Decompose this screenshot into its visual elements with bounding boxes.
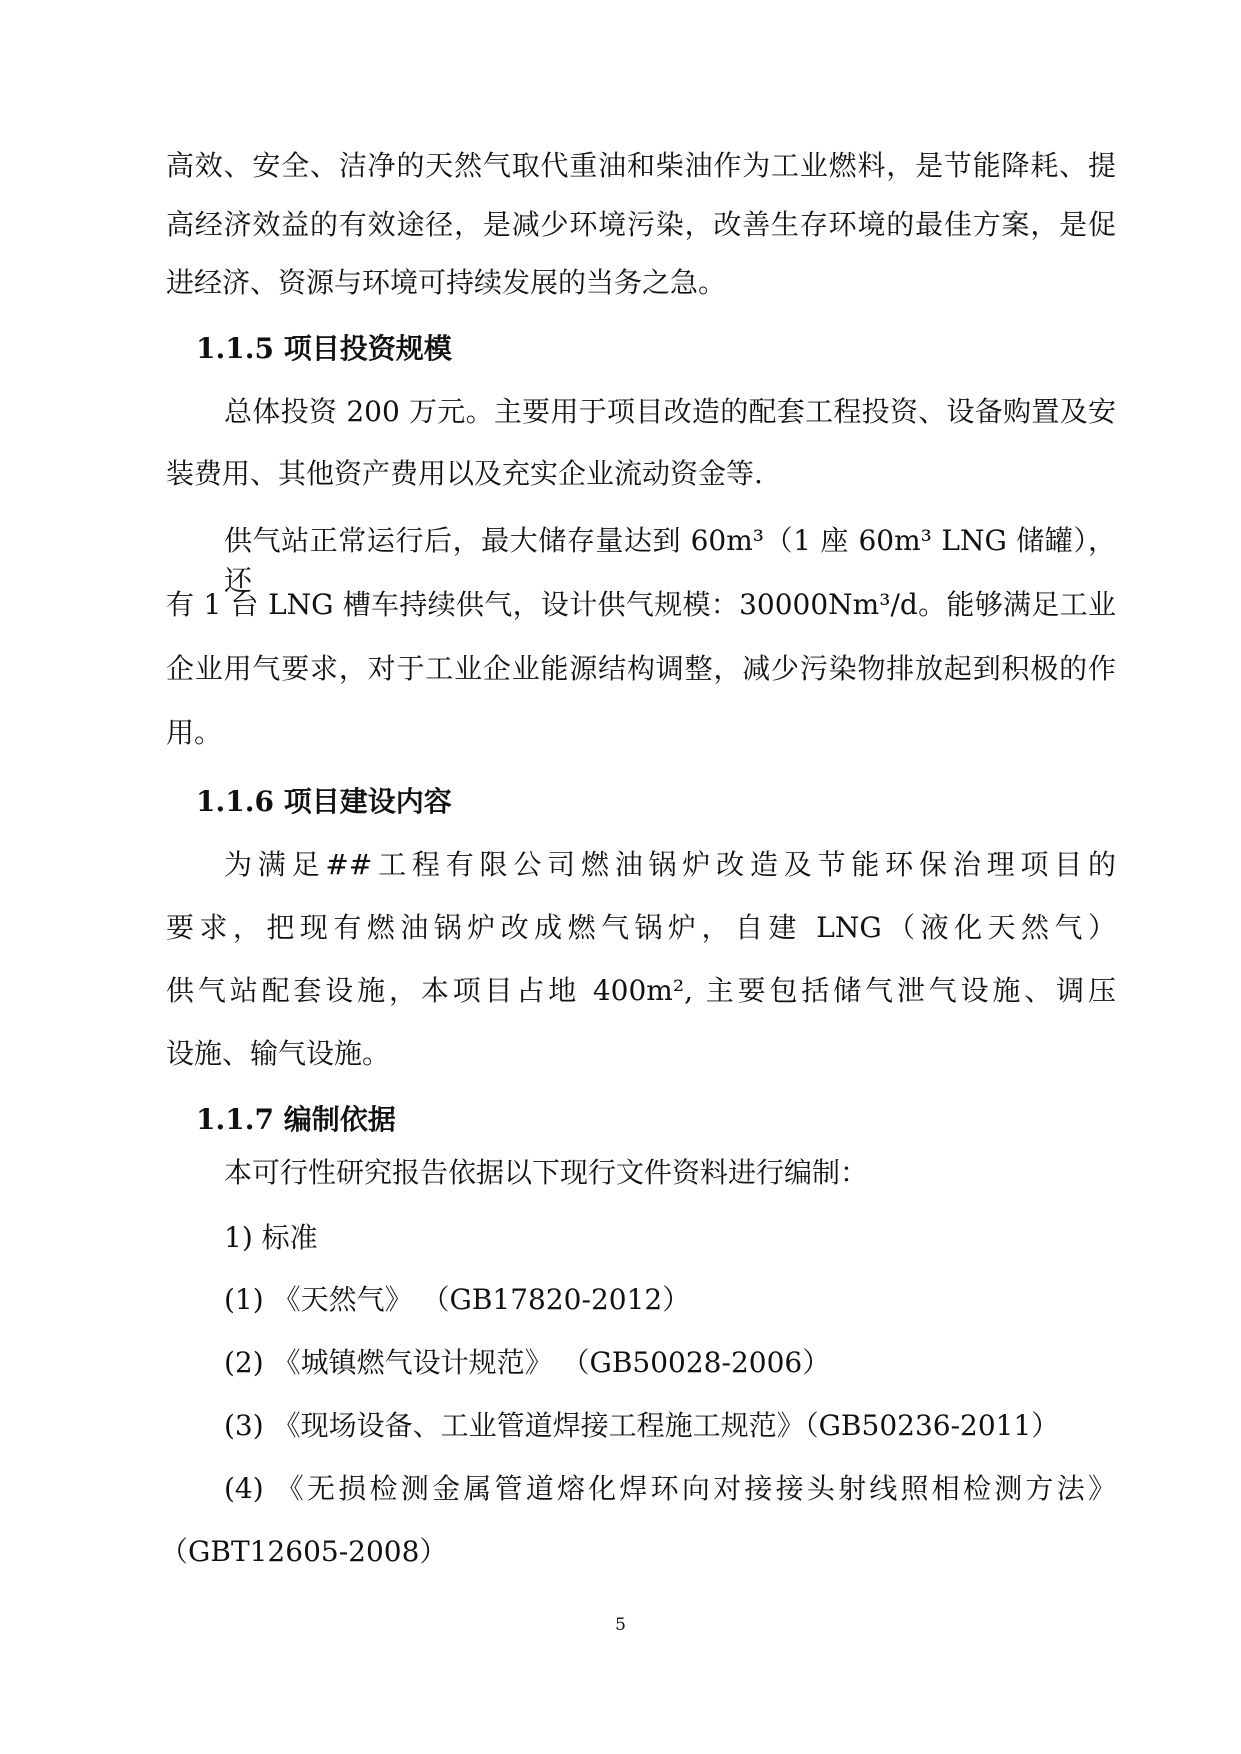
list-item: (3) 《现场设备、工业管道焊接工程施工规范》（GB50236-2011） <box>224 1409 1060 1442</box>
paragraph-line: 设施、输气设施。 <box>166 1037 391 1070</box>
paragraph-line: 总体投资 200 万元。主要用于项目改造的配套工程投资、设备购置及安 <box>224 395 1116 428</box>
paragraph-line: 装费用、其他资产费用以及充实企业流动资金等. <box>166 457 763 490</box>
list-item-continuation: （GBT12605-2008） <box>160 1535 448 1568</box>
paragraph-line: 用。 <box>166 716 223 749</box>
paragraph-line: 进经济、资源与环境可持续发展的当务之急。 <box>166 266 727 299</box>
page-number: 5 <box>615 1615 626 1635</box>
paragraph-line: 供气站配套设施，本项目占地 400m², 主要包括储气泄气设施、调压 <box>166 974 1116 1007</box>
list-item: (2) 《城镇燃气设计规范》 （GB50028-2006） <box>224 1346 831 1379</box>
section-heading-1-1-5: 1.1.5 项目投资规模 <box>196 332 452 365</box>
paragraph-line: 有 1 台 LNG 槽车持续供气，设计供气规模：30000Nm³/d。能够满足工业 <box>166 588 1116 621</box>
standards-label: 1) 标准 <box>224 1221 318 1254</box>
paragraph-line: 供气站正常运行后，最大储存量达到 60m³（1 座 60m³ LNG 储罐），还 <box>224 524 1116 597</box>
paragraph-line: 为满足##工程有限公司燃油锅炉改造及节能环保治理项目的 <box>224 848 1116 881</box>
paragraph-line: 高效、安全、洁净的天然气取代重油和柴油作为工业燃料，是节能降耗、提 <box>166 149 1116 182</box>
paragraph-line: 要求，把现有燃油锅炉改成燃气锅炉，自建 LNG（液化天然气） <box>166 911 1116 944</box>
section-heading-1-1-7: 1.1.7 编制依据 <box>196 1103 396 1136</box>
paragraph-line: 企业用气要求，对于工业企业能源结构调整，减少污染物排放起到积极的作 <box>166 652 1116 685</box>
list-item: (4) 《无损检测金属管道熔化焊环向对接接头射线照相检测方法》 <box>224 1472 1116 1505</box>
paragraph-line: 高经济效益的有效途径，是减少环境污染，改善生存环境的最佳方案，是促 <box>166 208 1116 241</box>
section-heading-1-1-6: 1.1.6 项目建设内容 <box>196 785 452 818</box>
paragraph-line: 本可行性研究报告依据以下现行文件资料进行编制： <box>224 1156 869 1189</box>
list-item: (1) 《天然气》 （GB17820-2012） <box>224 1283 691 1316</box>
